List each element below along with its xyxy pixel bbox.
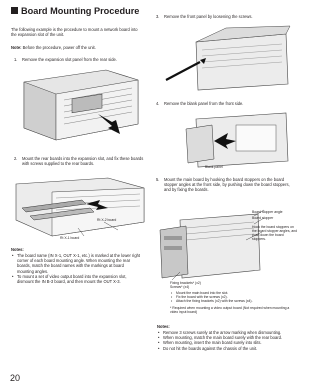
step-2: 2. Mount the rear boards into the expansion slot, and fix these boards with screws supplied to the rear boards. bbox=[14, 156, 144, 167]
list-item: • When mounting, insert the main board surely into slits. bbox=[157, 340, 292, 345]
notes-right-list bbox=[157, 330, 292, 351]
figure-mount-rear-boards bbox=[12, 178, 147, 240]
intro-paragraph: The following example is the procedure to mount a network board into the expansion slot of the unit. bbox=[11, 27, 138, 38]
list-item: • Attach the fixing brackets (x2) with the screws (x4). bbox=[170, 299, 253, 303]
step-3: 3. Remove the front panel by loosening the screws. bbox=[156, 14, 253, 19]
step-1: 1. Remove the expansion slot panel from the rear side. bbox=[14, 57, 117, 62]
notes-right-heading: Notes: bbox=[157, 324, 170, 329]
label-board-stopper-angle: Board stopper angle bbox=[252, 210, 283, 214]
note-power-off: Note: Before the procedure, power off the unit. bbox=[11, 45, 96, 50]
label-rx2-board: Rt X-2 board bbox=[97, 218, 117, 222]
list-item: • Do not hit the boards against the chassis of the unit. bbox=[157, 346, 292, 351]
list-item: • Mount the main board into the slot. bbox=[170, 291, 253, 295]
page-number: 20 bbox=[10, 373, 21, 383]
list-item: • Remove 3 screws surely at the arrow marking when dismounting. bbox=[157, 330, 292, 335]
label-required-note: * Required when mounting a video output board (Not required when mounting a video input board) bbox=[170, 306, 290, 314]
list-item: • The board name (IN X-1, OUT X-1, etc.) is marked at the lower right corner of each board mounting angle. When mounting the rear boards, match the board names with the markings at board mounting angles. bbox=[11, 253, 141, 274]
figure-remove-blank-panel bbox=[156, 111, 294, 171]
notes-left-list bbox=[11, 253, 141, 284]
step-5: 5. Mount the main board by hooking the board stoppers on the board stopper angles at the front side, by pushing down the board stoppers, and by fixing the boards. bbox=[156, 177, 290, 193]
label-screws: Screws* (x4) bbox=[170, 285, 190, 289]
list-item: • When mounting, match the main board surely with the rear board. bbox=[157, 335, 292, 340]
list-item: • Fix the board with the screws (x2). bbox=[170, 295, 253, 299]
label-hook-note: Hook the board stoppers on the board stopper angles, and push down the board stoppers. bbox=[252, 225, 298, 241]
page-title: Board Mounting Procedure bbox=[11, 6, 139, 16]
label-board-stopper: Board stopper bbox=[252, 216, 274, 220]
figure-remove-front-panel bbox=[156, 24, 294, 94]
notes-left-heading: Notes: bbox=[11, 247, 24, 252]
label-rx1-board: Rt X-1 board bbox=[60, 236, 80, 240]
label-fixing-brackets: Fixing brackets* (x2) bbox=[170, 281, 201, 285]
step-4: 4. Remove the blank panel from the front side. bbox=[156, 101, 244, 106]
list-item: • To mount a set of video output board into the expansion slot, dismount the IN B-3 board, and then mount the OUT X-3. bbox=[11, 274, 141, 284]
square-bullet-icon bbox=[11, 7, 18, 14]
mount-steps-list bbox=[170, 291, 253, 303]
label-blank-panel: Blank panel bbox=[205, 165, 223, 169]
figure-remove-slot-panel bbox=[14, 68, 144, 146]
